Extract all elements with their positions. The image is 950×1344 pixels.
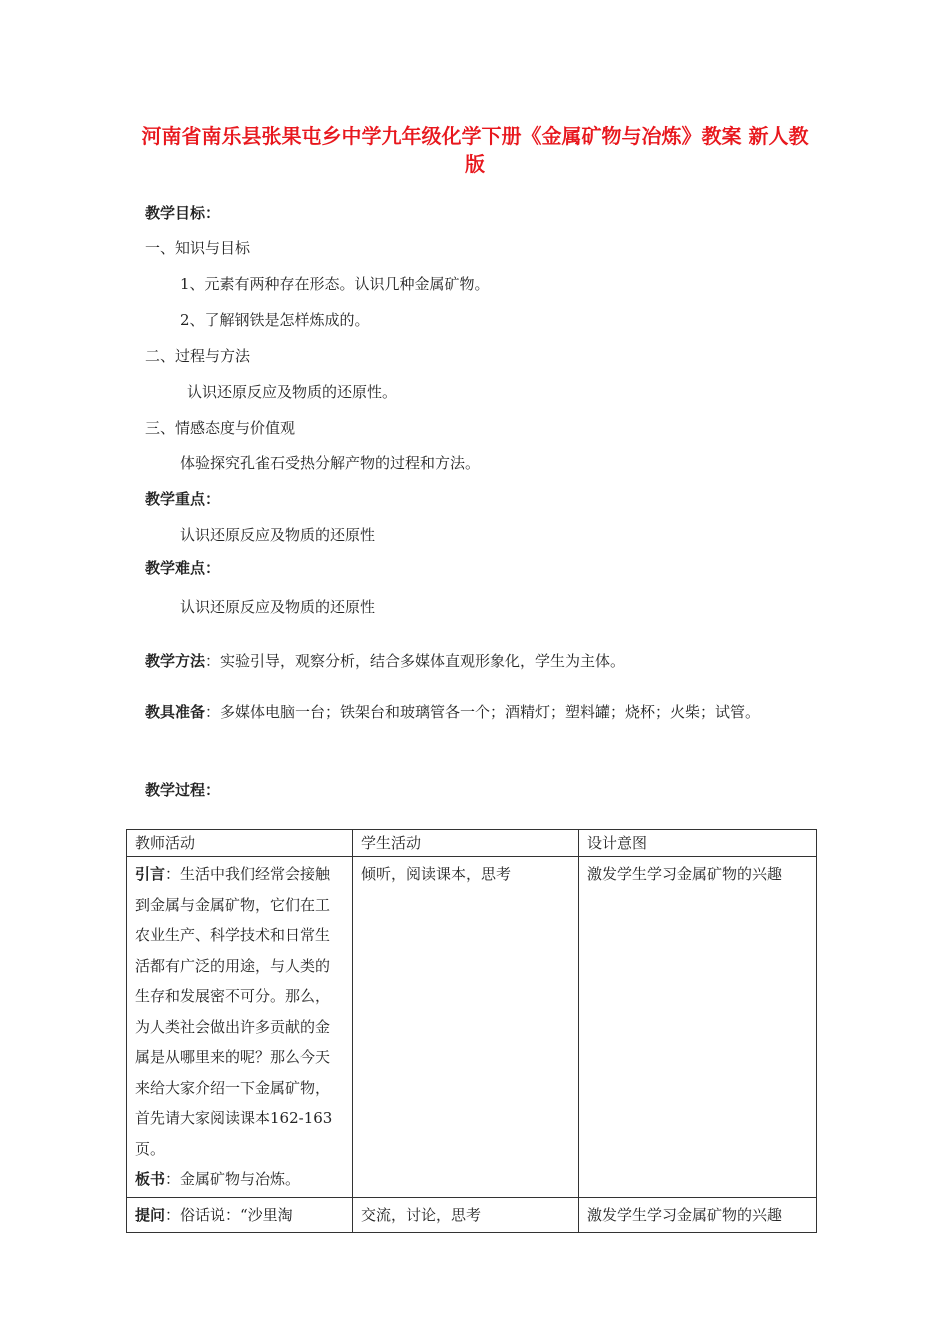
introduction-text: ：生活中我们经常会接触到金属与金属矿物，它们在工农业生产、科学技术和日常生活都有广泛的用途，与人类的生存和发展密不可分。那么，为人类社会做出许多贡献的金属是从哪里来的呢？那么今天来给大家介绍一下金属矿物，首先请大家阅读课本162-163页。 [135,865,333,1158]
knowledge-goals-title: 一、知识与目标 [145,239,251,257]
equipment-text: ：多媒体电脑一台；铁架台和玻璃管各一个；酒精灯；塑料罐；烧杯；火柴；试管。 [205,703,761,721]
process-method-item: 认识还原反应及物质的还原性。 [187,383,398,401]
key-point-text: 认识还原反应及物质的还原性 [180,526,376,544]
attitude-values-item: 体验探究孔雀石受热分解产物的过程和方法。 [180,454,481,472]
table-header-row [127,830,817,857]
objectives-heading: 教学目标： [145,204,221,222]
equipment-label: 教具准备 [145,703,206,721]
column-header-student: 学生活动 [353,830,579,857]
column-header-intent: 设计意图 [579,830,817,857]
attitude-values-title: 三、情感态度与价值观 [145,419,296,437]
question-label: 提问 [135,1205,166,1224]
question-text: ：俗话说：“沙里淘 [165,1205,293,1224]
design-intent-cell: 激发学生学习金属矿物的兴趣 [579,1197,817,1233]
table-row [127,857,817,1198]
student-activity-cell: 倾听，阅读课本，思考 [353,857,579,1198]
teacher-activity-cell [127,857,353,1198]
table-row [127,1197,817,1233]
difficulty-text: 认识还原反应及物质的还原性 [180,598,376,616]
teaching-equipment [145,699,810,725]
teaching-method [145,648,810,674]
teacher-activity-cell [127,1197,353,1233]
knowledge-goal-2: 2、了解钢铁是怎样炼成的。 [180,311,370,329]
process-heading: 教学过程： [145,781,221,799]
board-label: 板书 [135,1170,166,1188]
key-point-heading: 教学重点： [145,490,221,508]
teaching-process-table [126,829,817,1233]
difficulty-heading: 教学难点： [145,559,221,577]
introduction-label: 引言 [135,865,166,883]
column-header-teacher: 教师活动 [127,830,353,857]
teaching-method-label: 教学方法 [145,652,206,670]
board-text: ：金属矿物与冶炼。 [165,1170,301,1188]
document-title: 河南省南乐县张果屯乡中学九年级化学下册《金属矿物与冶炼》教案 新人教版 [141,124,809,176]
teaching-method-text: ：实验引导，观察分析，结合多媒体直观形象化，学生为主体。 [205,652,626,670]
design-intent-cell: 激发学生学习金属矿物的兴趣 [579,857,817,1198]
process-method-title: 二、过程与方法 [145,347,251,365]
student-activity-cell: 交流，讨论，思考 [353,1197,579,1233]
knowledge-goal-1: 1、元素有两种存在形态。认识几种金属矿物。 [180,275,490,293]
